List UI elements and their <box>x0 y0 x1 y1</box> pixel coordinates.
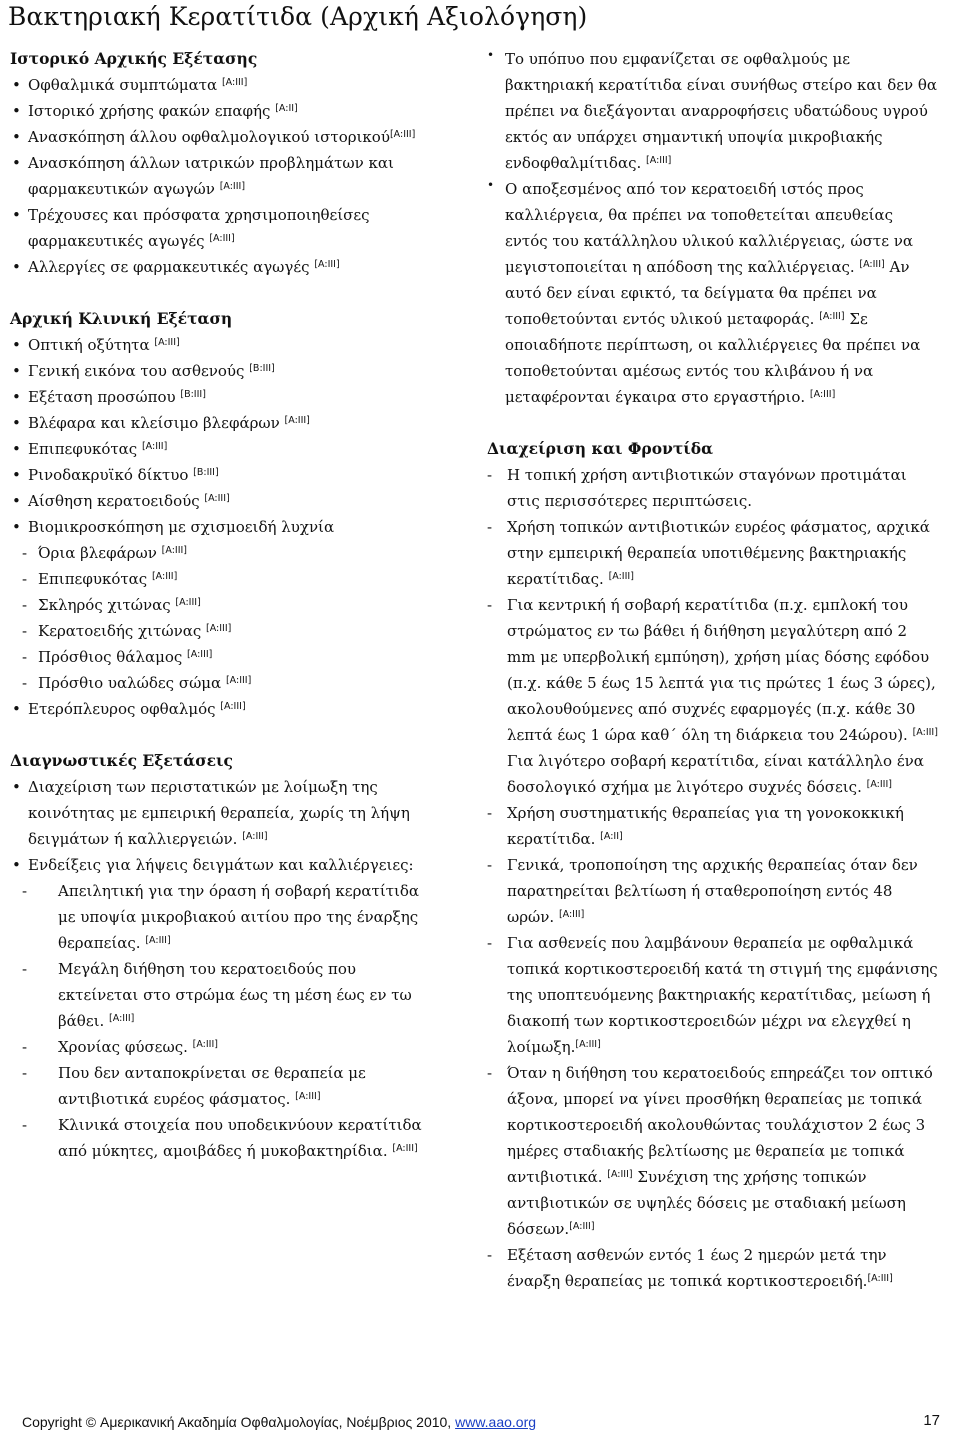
culture-note: • Το υπόπυο που εμφανίζεται σε οφθαλμούς με βακτηριακή κερατίτιδα είναι συνήθως στείρο και δεν θα πρέπει να διεξάγονται αναρροφήσεις υδατώδους υγρού εκτός αν υπάρχει σημαντική υποψία μικροβιακής ενδοφθαλμίτιδας. [A:III] <box>487 46 939 176</box>
exam-item: • Ρινοδακρυϊκό δίκτυο [B:III] <box>10 462 450 488</box>
indication-item: - Κλινικά στοιχεία που υποδεικνύουν κερατίτιδα από μύκητες, αμοιβάδες ή μυκοβακτηρίδια. [A:III] <box>10 1112 430 1164</box>
culture-notes-list <box>487 46 939 410</box>
exam-item: • Βιομικροσκόπηση με σχισμοειδή λυχνία <box>10 514 450 540</box>
page-title: Βακτηριακή Κερατίτιδα (Αρχική Αξιολόγηση) <box>8 2 588 31</box>
history-item: • Ιστορικό χρήσης φακών επαφής [A:II] <box>10 98 450 124</box>
management-list <box>487 462 939 1294</box>
history-item: • Αλλεργίες σε φαρμακευτικές αγωγές [A:III] <box>10 254 450 280</box>
history-item: • Ανασκόπηση άλλου οφθαλμολογικού ιστορικού[A:III] <box>10 124 450 150</box>
management-item: - Εξέταση ασθενών εντός 1 έως 2 ημερών μετά την έναρξη θεραπείας με τοπικά κορτικοστεροειδή.[A:III] <box>487 1242 939 1294</box>
exam-item: • Επιπεφυκότας [A:III] <box>10 436 450 462</box>
slit-item: - Πρόσθιος θάλαμος [A:III] <box>10 644 450 670</box>
management-item: - Όταν η διήθηση του κερατοειδούς επηρεάζει τον οπτικό άξονα, μπορεί να γίνει προσθήκη θεραπείας με τοπικά κορτικοστεροειδή ακολουθώντας τουλάχιστον 2 έως 3 ημέρες σταδιακής βελτίωσης με θεραπεία με τοπικά αντιβιοτικά. [A:III] Συνέχιση της χρήσης τοπικών αντιβιοτικών σε υψηλές δόσεις με σταδιακή μείωση δόσεων.[A:III] <box>487 1060 939 1242</box>
exam-item: • Βλέφαρα και κλείσιμο βλεφάρων [A:III] <box>10 410 450 436</box>
exam-item: • Οπτική οξύτητα [A:III] <box>10 332 450 358</box>
slit-item: - Επιπεφυκότας [A:III] <box>10 566 450 592</box>
diagnostics-item: • Διαχείριση των περιστατικών με λοίμωξη της κοινότητας με εμπειρική θεραπεία, χωρίς τη λήψη δειγμάτων ή καλλιεργειών. [A:III] <box>10 774 450 852</box>
exam-item: • Ετερόπλευρος οφθαλμός [A:III] <box>10 696 450 722</box>
history-item: • Ανασκόπηση άλλων ιατρικών προβλημάτων και φαρμακευτικών αγωγών [A:III] <box>10 150 450 202</box>
history-item: • Οφθαλμικά συμπτώματα [A:III] <box>10 72 450 98</box>
slit-item: - Πρόσθιο υαλώδες σώμα [A:III] <box>10 670 450 696</box>
management-item: - Για ασθενείς που λαμβάνουν θεραπεία με οφθαλμικά τοπικά κορτικοστεροειδή κατά τη στιγμή της εμφάνισης της υποπτευόμενης βακτηριακής κερατίτιδας, μείωση ή διακοπή των κορτικοστεροειδών μέχρι να ελεγχθεί η λοίμωξη.[A:III] <box>487 930 939 1060</box>
history-list <box>10 72 450 280</box>
slit-lamp-list <box>10 540 450 696</box>
right-column <box>487 46 939 1294</box>
page-footer <box>22 1414 940 1430</box>
history-item: • Τρέχουσες και πρόσφατα χρησιμοποιηθείσες φαρμακευτικές αγωγές [A:III] <box>10 202 450 254</box>
exam-heading: Αρχική Κλινική Εξέταση <box>10 309 233 328</box>
indications-list <box>10 878 430 1164</box>
exam-item: • Αίσθηση κερατοειδούς [A:III] <box>10 488 450 514</box>
management-item: - Για κεντρική ή σοβαρή κερατίτιδα (π.χ. εμπλοκή του στρώματος εν τω βάθει ή διήθηση μεγαλύτερη από 2 mm με υπερβολική εμπύηση), χρήση μίας δόσης εφόδου (π.χ. κάθε 5 έως 15 λεπτά για τις πρώτες 1 έως 3 ώρες), ακολουθούμενες από συχνές εφαρμογές (π.χ. κάθε 30 λεπτά έως 1 ώρα καθ΄ όλη τη διάρκεια του 24ώρου). [A:III] Για λιγότερο σοβαρή κερατίτιδα, είναι κατάλληλο ένα δοσολογικό σχήμα με λιγότερο συχνές δόσεις. [A:III] <box>487 592 939 800</box>
slit-item: - Όρια βλεφάρων [A:III] <box>10 540 450 566</box>
left-column <box>10 46 450 1164</box>
exam-item: • Εξέταση προσώπου [B:III] <box>10 384 450 410</box>
management-item: - Χρήση συστηματικής θεραπείας για τη γονοκοκκική κερατίτιδα. [A:II] <box>487 800 939 852</box>
copyright-text: Copyright © Αμερικανική Ακαδημία Οφθαλμολογίας, Νοέμβριος 2010, <box>22 1414 456 1430</box>
management-heading: Διαχείριση και Φροντίδα <box>487 439 714 458</box>
diagnostics-heading: Διαγνωστικές Εξετάσεις <box>10 751 233 770</box>
indication-item: - Μεγάλη διήθηση του κερατοειδούς που εκτείνεται στο στρώμα έως τη μέση έως εν τω βάθει. [A:III] <box>10 956 430 1034</box>
slit-item: - Σκληρός χιτώνας [A:III] <box>10 592 450 618</box>
management-item: - Χρήση τοπικών αντιβιοτικών ευρέος φάσματος, αρχικά στην εμπειρική θεραπεία υποτιθέμενης βακτηριακής κερατίτιδας. [A:III] <box>487 514 939 592</box>
management-item: - Η τοπική χρήση αντιβιοτικών σταγόνων προτιμάται στις περισσότερες περιπτώσεις. <box>487 462 939 514</box>
indication-item: - Απειλητική για την όραση ή σοβαρή κερατίτιδα με υποψία μικροβιακού αιτίου προ της έναρξης θεραπείας. [A:III] <box>10 878 430 956</box>
slit-item: - Κερατοειδής χιτώνας [A:III] <box>10 618 450 644</box>
exam-list <box>10 332 450 540</box>
exam-list-end <box>10 696 450 722</box>
page-number: 17 <box>923 1412 940 1429</box>
exam-item: • Γενική εικόνα του ασθενούς [B:III] <box>10 358 450 384</box>
diagnostics-list <box>10 774 450 878</box>
diagnostics-item: • Ενδείξεις για λήψεις δειγμάτων και καλλιέργειες: <box>10 852 450 878</box>
history-heading: Ιστορικό Αρχικής Εξέτασης <box>10 49 258 68</box>
management-item: - Γενικά, τροποποίηση της αρχικής θεραπείας όταν δεν παρατηρείται βελτίωση ή σταθεροποίηση εντός 48 ωρών. [A:III] <box>487 852 939 930</box>
indication-item: - Που δεν ανταποκρίνεται σε θεραπεία με αντιβιοτικά ευρέος φάσματος. [A:III] <box>10 1060 430 1112</box>
culture-note: • Ο αποξεσμένος από τον κερατοειδή ιστός προς καλλιέργεια, θα πρέπει να τοποθετείται απευθείας εντός του κατάλληλου υλικού καλλιέργειας, ώστε να μεγιστοποιείται η απόδοση της καλλιέργειας. [A:III] Αν αυτό δεν είναι εφικτό, τα δείγματα θα πρέπει να τοποθετούνται εντός υλικού μεταφοράς. [A:III] Σε οποιαδήποτε περίπτωση, οι καλλιέργειες θα πρέπει να τοποθετούνται αμέσως εντός του κλιβάνου ή να μεταφέρονται έγκαιρα στο εργαστήριο. [A:III] <box>487 176 939 410</box>
aao-link[interactable]: www.aao.org <box>455 1414 537 1430</box>
indication-item: - Χρονίας φύσεως. [A:III] <box>10 1034 430 1060</box>
